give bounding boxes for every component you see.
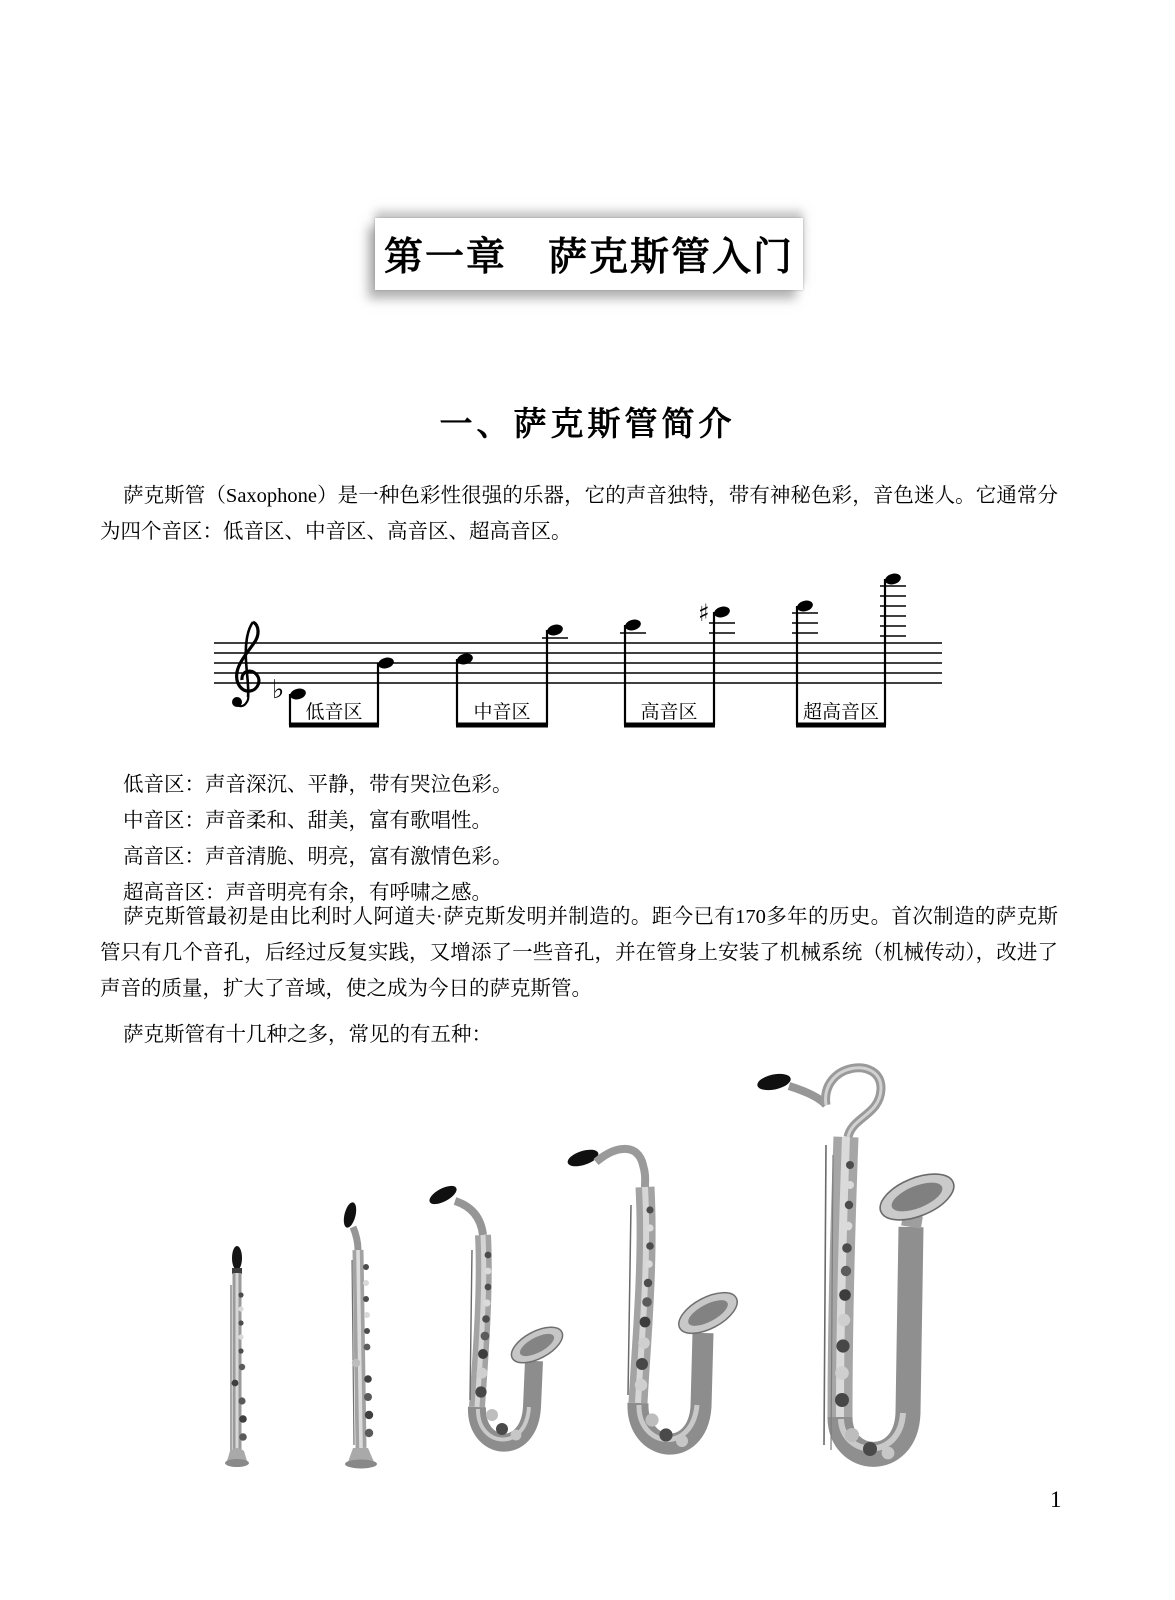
page-number: 1	[1050, 1487, 1062, 1512]
register-staff-figure	[212, 563, 944, 743]
history-paragraph	[100, 899, 1058, 1007]
treble-clef-icon	[232, 622, 259, 707]
intro-paragraph	[100, 478, 1058, 550]
range-label: 高音区	[640, 702, 698, 723]
chapter-title-box	[375, 218, 803, 290]
staff-lines	[214, 643, 942, 683]
register-line: 低音区：声音深沉、平静，带有哭泣色彩。	[123, 774, 513, 796]
high-register-notes	[620, 599, 735, 725]
middle-register-notes	[456, 623, 568, 725]
super-high-register-notes	[792, 572, 906, 725]
chapter-title: 第一章 萨克斯管入门	[383, 236, 794, 279]
low-register-notes	[272, 656, 395, 725]
saxophone-family-image	[180, 1045, 980, 1480]
tenor-saxophone-image	[566, 1146, 744, 1447]
sopranino-saxophone-image	[225, 1246, 249, 1467]
soprano-saxophone-image	[342, 1201, 377, 1468]
range-label: 超高音区	[802, 702, 880, 723]
paragraph-text: 萨克斯管有十几种之多，常见的有五种：	[123, 1024, 492, 1046]
register-line: 超高音区：声音明亮有余，有呼啸之感。	[123, 882, 492, 904]
register-line: 高音区：声音清脆、明亮，富有激情色彩。	[123, 846, 513, 868]
register-line: 中音区：声音柔和、甜美，富有歌唱性。	[123, 810, 492, 832]
flat-icon: ♭	[272, 675, 285, 705]
alto-saxophone-image	[427, 1182, 568, 1442]
range-label: 中音区	[473, 702, 531, 723]
section-title: 一、萨克斯管简介	[439, 407, 736, 443]
sharp-icon: ♯	[698, 599, 710, 627]
baritone-saxophone-image	[756, 1068, 960, 1460]
register-descriptions	[100, 767, 1058, 911]
paragraph-text: 萨克斯管最初是由比利时人阿道夫·萨克斯发明并制造的。距今已有170多年的历史。首次制造的萨克斯管只有几个音孔，后经过反复实践，又增添了一些音孔，并在管身上安装了机械系统（机械传动），改进了声音的质量，扩大了音域，使之成为今日的萨克斯管。	[100, 906, 1058, 1000]
range-label: 低音区	[305, 702, 363, 723]
paragraph-text: 萨克斯管（Saxophone）是一种色彩性很强的乐器，它的声音独特，带有神秘色彩，音色迷人。它通常分为四个音区：低音区、中音区、高音区、超高音区。	[100, 485, 1058, 543]
